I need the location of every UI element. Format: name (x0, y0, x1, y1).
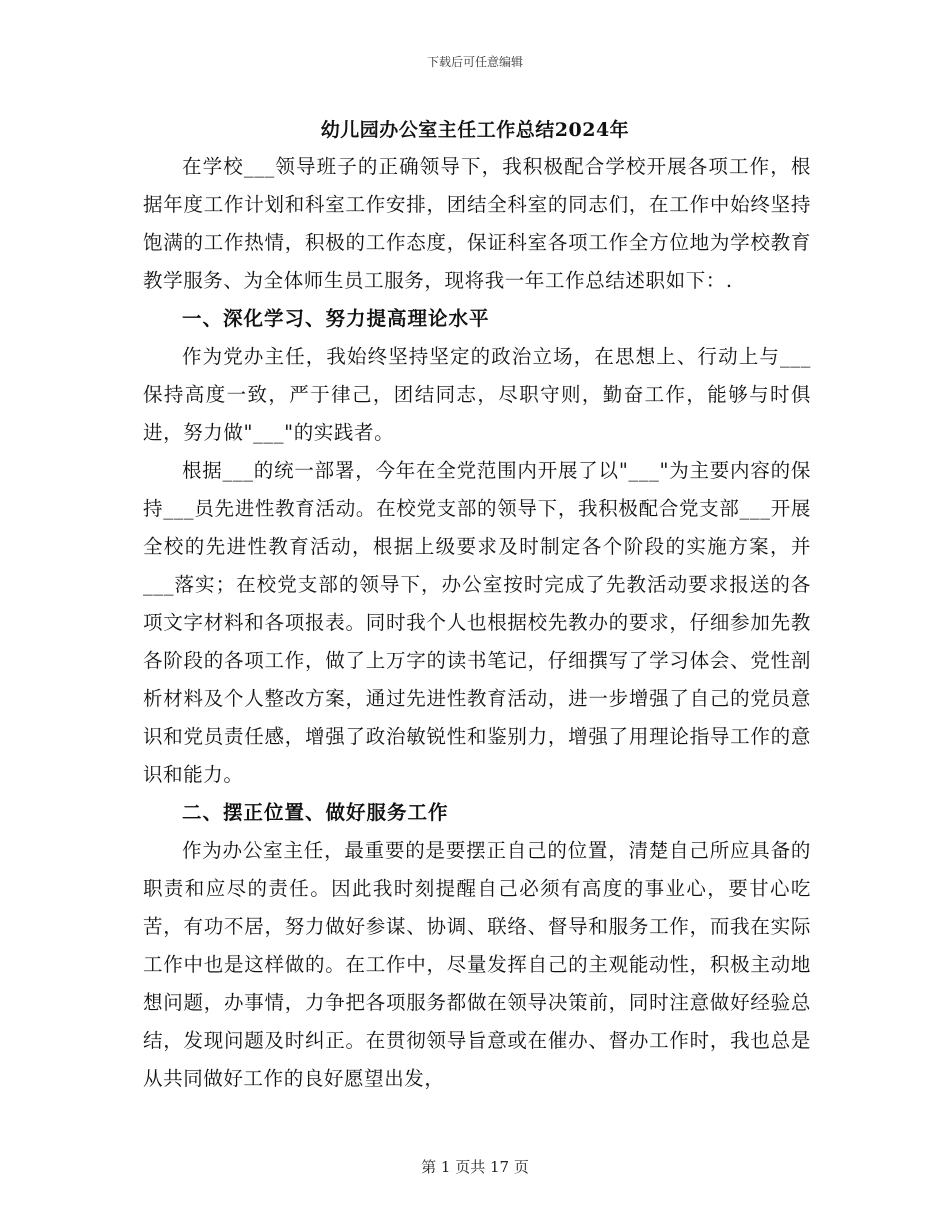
document-body (143, 148, 811, 1098)
section1-paragraph-1: 作为党办主任，我始终坚持坚定的政治立场，在思想上、行动上与___保持高度一致，严于律己，团结同志，尽职守则，勤奋工作，能够与时俱进，努力做"___"的实践者。 (143, 345, 811, 444)
section-heading-2: 二、摆正位置、做好服务工作 (182, 801, 449, 824)
page-number: 第 1 页共 17 页 (421, 1158, 529, 1176)
header-note: 下载后可任意编辑 (426, 55, 523, 69)
section-heading-1: 一、深化学习、努力提高理论水平 (182, 307, 490, 330)
document-title: 幼儿园办公室主任工作总结2024年 (320, 119, 630, 141)
intro-paragraph: 在学校___领导班子的正确领导下，我积极配合学校开展各项工作，根据年度工作计划和科室工作安排，团结全科室的同志们，在工作中始终坚持饱满的工作热情，积极的工作态度，保证科室各项工作全方位地为学校教育教学服务、为全体师生员工服务，现将我一年工作总结述职如下：. (143, 155, 811, 292)
section1-paragraph-2: 根据___的统一部署，今年在全党范围内开展了以"___"为主要内容的保持___员先进性教育活动。在校党支部的领导下，我积极配合党支部___开展全校的先进性教育活动，根据上级要求及时制定各个阶段的实施方案，并___落实；在校党支部的领导下，办公室按时完成了先教活动要求报送的各项文字材料和各项报表。同时我个人也根据校先教办的要求，仔细参加先教各阶段的各项工作，做了上万字的读书笔记，仔细撰写了学习体会、党性剖析材料及个人整改方案，通过先进性教育活动，进一步增强了自己的党员意识和党员责任感，增强了政治敏锐性和鉴别力，增强了用理论指导工作的意识和能力。 (143, 459, 811, 786)
section2-paragraph-1: 作为办公室主任，最重要的是要摆正自己的位置，清楚自己所应具备的职责和应尽的责任。因此我时刻提醒自己必须有高度的事业心，要甘心吃苦，有功不居，努力做好参谋、协调、联络、督导和服务工作，而我在实际工作中也是这样做的。在工作中，尽量发挥自己的主观能动性，积极主动地想问题，办事情，力争把各项服务都做在领导决策前，同时注意做好经验总结，发现问题及时纠正。在贯彻领导旨意或在催办、督办工作时，我也总是从共同做好工作的良好愿望出发， (143, 839, 811, 1090)
